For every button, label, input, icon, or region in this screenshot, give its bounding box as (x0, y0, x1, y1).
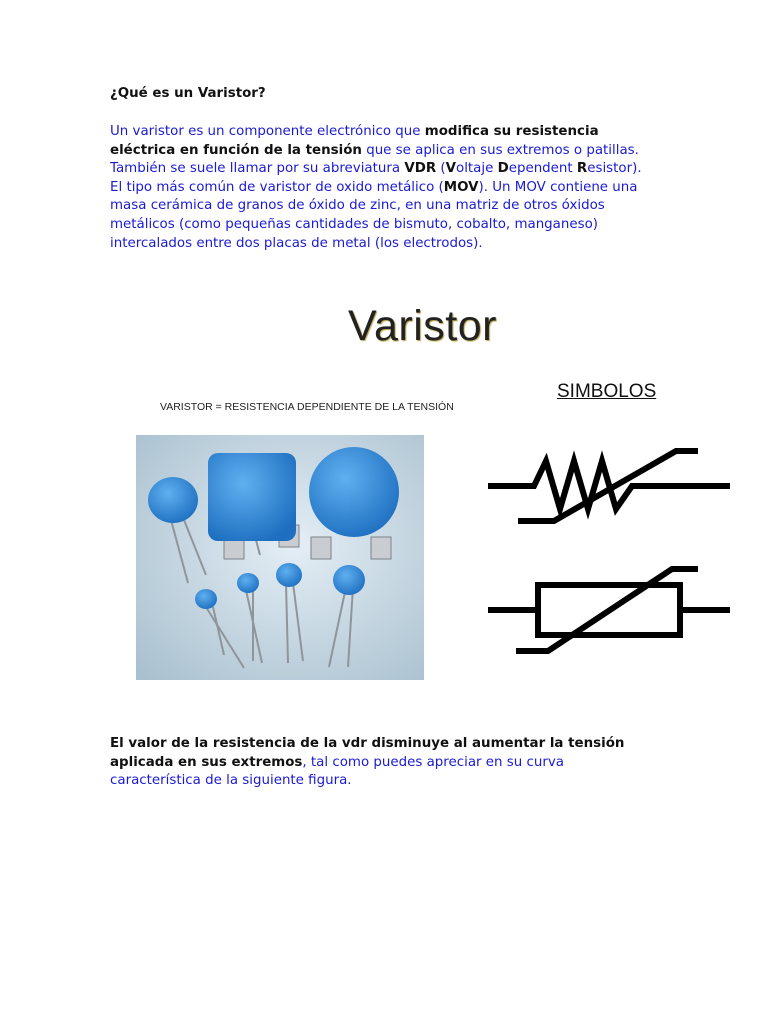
page-heading: ¿Qué es un Varistor? (110, 86, 266, 101)
bold-run: MOV (443, 179, 479, 195)
text-run: que se aplica en sus extremos o patillas. También se suele llamar por su abreviatura (110, 142, 639, 177)
bold-run: VDR (404, 161, 437, 177)
text-run: ( (436, 161, 446, 177)
text-run: ). Un MOV contiene una masa cerámica de granos de óxido de zinc, en una matriz de otros óxidos metálicos (como pequeñas cantidades de bismuto, cobalto, manganeso) intercalados entre dos placas de metal (los electrodos). (110, 179, 638, 251)
text-run: oltaje (456, 161, 498, 177)
bold-run: V (445, 161, 456, 177)
varistor-symbol-box (486, 563, 732, 657)
conclusion-paragraph (110, 735, 655, 791)
text-run: ependent (508, 161, 577, 177)
photo-caption: VARISTOR = RESISTENCIA DEPENDIENTE DE LA TENSIÓN (160, 401, 454, 413)
bold-run: D (497, 161, 509, 177)
bold-run: modifica su resistencia eléctrica en función de la tensión (110, 124, 599, 158)
text-run: , tal como puedes apreciar en su curva característica de la siguiente figura. (110, 754, 564, 789)
symbols-label: SIMBOLOS (557, 381, 657, 402)
figure-title: Varistor (348, 302, 497, 350)
intro-paragraph (110, 123, 655, 253)
varistor-photo (136, 435, 424, 680)
varistor-symbol-zigzag (486, 445, 732, 527)
bold-run: El valor de la resistencia de la vdr disminuye al aumentar la tensión aplicada en sus extremos (110, 736, 625, 770)
bold-run: R (576, 161, 588, 177)
text-run: esistor). El tipo más común de varistor de oxido metálico ( (110, 161, 642, 195)
text-run: Un varistor es un componente electrónico que (110, 124, 425, 139)
